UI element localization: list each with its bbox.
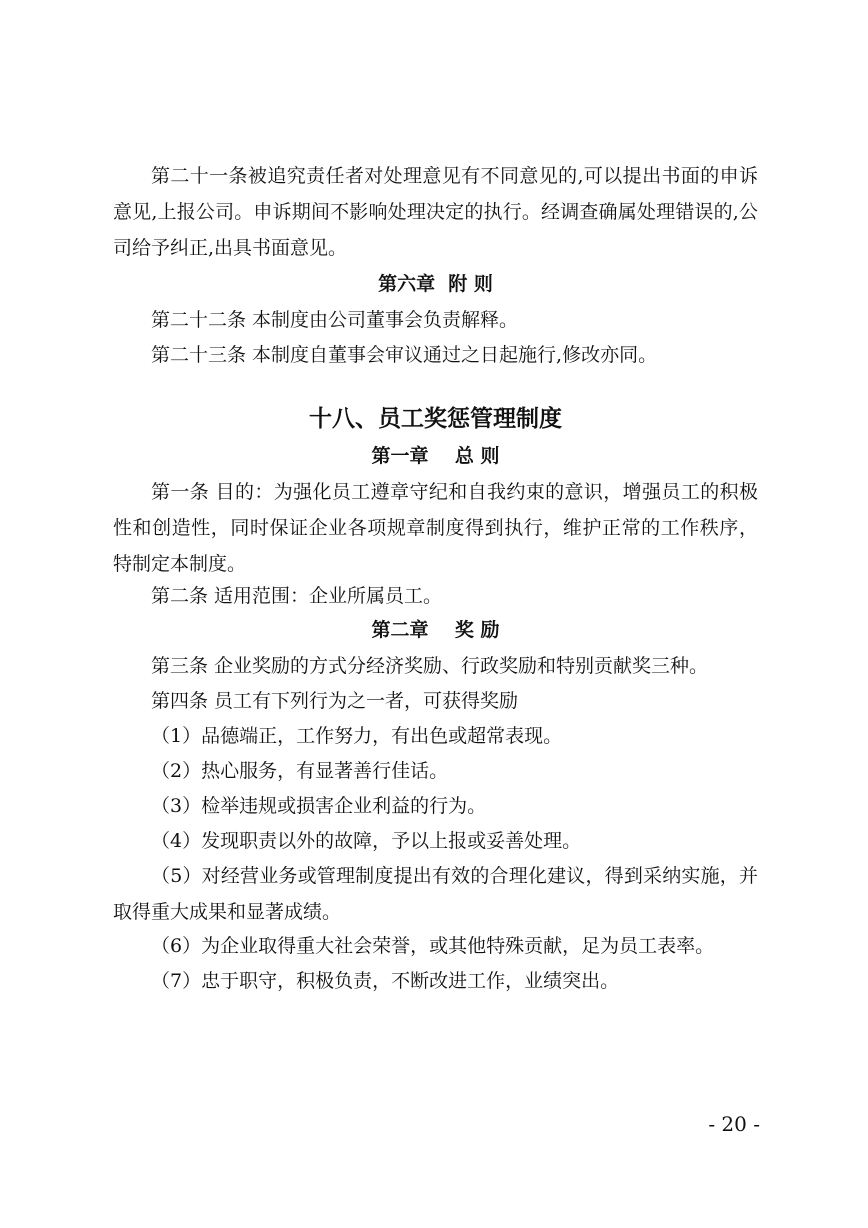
article-21-paragraph: 第二十一条被追究责任者对处理意见有不同意见的,可以提出书面的申诉意见,上报公司。申诉期间不影响处理决定的执行。经调查确属处理错误的,公司给予纠正,出具书面意见。	[113, 165, 758, 259]
chapter-6-heading: 第六章 附 则	[378, 273, 493, 295]
chapter-2-heading: 第二章 奖 励	[371, 619, 500, 641]
list-item: （7）忠于职守，积极负责，不断改进工作，业绩突出。	[151, 970, 620, 992]
article-2-paragraph: 第二条 适用范围：企业所属员工。	[151, 585, 443, 607]
list-item: （4）发现职责以外的故障，予以上报或妥善处理。	[151, 830, 582, 852]
chapter-1-heading: 第一章 总 则	[371, 445, 500, 467]
list-item: （5）对经营业务或管理制度提出有效的合理化建议，得到采纳实施，并取得重大成果和显著成绩。	[113, 865, 758, 923]
list-item: （1）品德端正，工作努力，有出色或超常表现。	[151, 725, 563, 747]
list-item: （6）为企业取得重大社会荣誉，或其他特殊贡献，足为员工表率。	[151, 935, 715, 957]
section-title: 十八、员工奖惩管理制度	[309, 406, 562, 432]
article-23-paragraph: 第二十三条 本制度自董事会审议通过之日起施行,修改亦同。	[151, 344, 658, 366]
article-3-paragraph: 第三条 企业奖励的方式分经济奖励、行政奖励和特别贡献奖三种。	[151, 655, 709, 677]
article-22-paragraph: 第二十二条 本制度由公司董事会负责解释。	[151, 309, 519, 331]
page-number: - 20 -	[708, 1112, 760, 1136]
list-item: （3）检举违规或损害企业利益的行为。	[151, 795, 487, 817]
article-1-paragraph: 第一条 目的：为强化员工遵章守纪和自我约束的意识，增强员工的积极性和创造性，同时保证企业各项规章制度得到执行，维护正常的工作秩序，特制定本制度。	[113, 481, 758, 575]
list-item: （2）热心服务，有显著善行佳话。	[151, 760, 449, 782]
article-4-paragraph: 第四条 员工有下列行为之一者，可获得奖励	[151, 690, 519, 712]
